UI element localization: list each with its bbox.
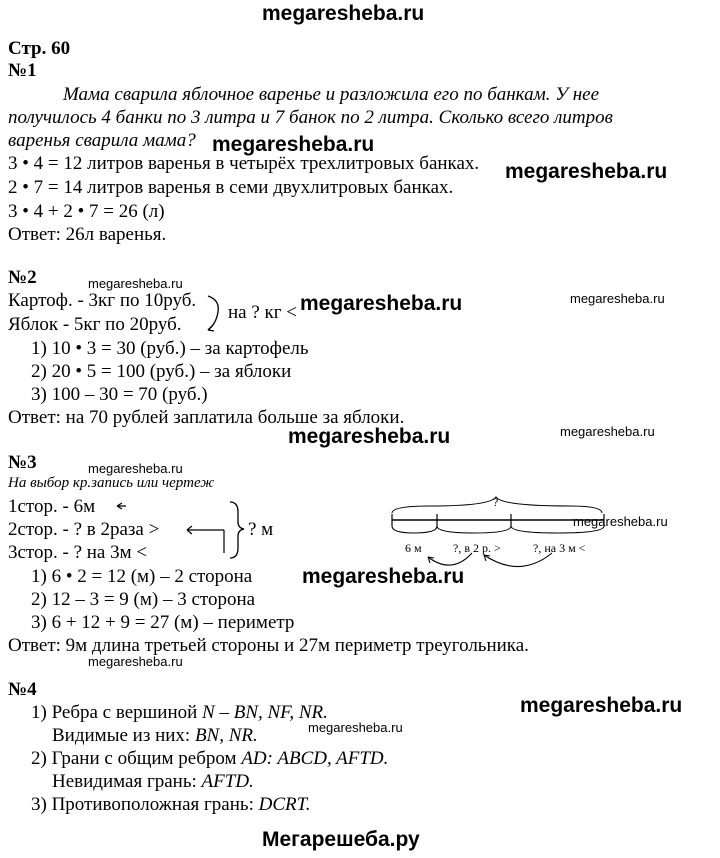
task4-item-value: DCRT. [258,794,311,815]
task1-problem-line: варенья сварила мама? [8,130,196,151]
task1-line: 3 • 4 = 12 литров варенья в четырёх трехлитровых банках. [8,153,480,174]
task1-problem-line: Мама сварила яблочное варенье и разложила его по банкам. У нее [63,84,600,105]
task4-number: №4 [8,679,37,700]
task4-item-label: 3) Противоположная грань: [31,794,259,815]
task3-question: ? м [248,519,274,540]
diagram-segment-label: 6 м [405,541,422,555]
watermark: megaresheba.ru [88,461,183,476]
task2-number: №2 [8,267,37,288]
task2-condition: Картоф. - 3кг по 10руб. [8,290,197,311]
task4-item-label: 1) Ребра с вершиной [31,702,203,723]
task4-item-value: N – BN, NF, NR. [202,702,328,723]
watermark: megaresheba.ru [212,133,375,156]
watermark: megaresheba.ru [505,160,668,183]
task3-condition: 1стор. - 6м [8,496,96,517]
task3-step: 2) 12 – 3 = 9 (м) – 3 сторона [31,589,256,610]
task3-condition: 3стор. - ? на 3м < [8,542,148,563]
task1-line: 3 • 4 + 2 • 7 = 26 (л) [8,201,165,222]
task1-line: 2 • 7 = 14 литров варенья в семи двухлитровых банках. [8,177,454,198]
task4-item-label: 2) Грани с общим ребром [31,748,242,769]
task3-answer: Ответ: 9м длина третьей стороны и 27м периметр треугольника. [8,635,529,656]
task3-note: На выбор кр.запись или чертеж [8,475,215,491]
diagram-segment-label: ?, на 3 м < [533,541,586,555]
task4-item [31,748,388,770]
watermark: megaresheba.ru [302,565,465,588]
diagram-total-label: ? [493,495,499,509]
task1-number: №1 [8,60,37,81]
diagram-segment-label: ?, в 2 р. > [453,541,501,555]
watermark: megaresheba.ru [560,424,655,439]
watermark: megaresheba.ru [88,654,183,669]
task3-number: №3 [8,452,37,473]
task2-question: на ? кг < [228,302,298,323]
task1-problem-line: получилось 4 банки по 3 литра и 7 банок по 2 литра. Сколько всего литров [8,107,613,128]
watermark: megaresheba.ru [520,694,683,717]
task2-step: 2) 20 • 5 = 100 (руб.) – за яблоки [31,361,292,382]
task3-condition: 2стор. - ? в 2раза > [8,519,160,540]
task2-condition: Яблок - 5кг по 20руб. [8,314,182,335]
task2-step: 1) 10 • 3 = 30 (руб.) – за картофель [31,338,309,359]
watermark: megaresheba.ru [288,425,451,448]
footer-watermark: Мегарешеба.ру [262,828,420,851]
watermark: megaresheba.ru [308,720,403,735]
task1-answer: Ответ: 26л варенья. [8,224,167,245]
watermark: megaresheba.ru [573,514,668,529]
task4-item-label: Невидимая грань: [52,771,202,792]
watermark: megaresheba.ru [570,291,665,306]
watermark: megaresheba.ru [300,292,463,315]
header-watermark: megaresheba.ru [262,2,425,25]
task2-step: 3) 100 – 30 = 70 (руб.) [31,384,208,405]
task3-step: 1) 6 • 2 = 12 (м) – 2 сторона [31,566,253,587]
watermark: megaresheba.ru [88,276,183,291]
task4-item [31,702,328,724]
task4-item-value: BN, NR. [194,725,258,746]
task3-arrows-brace [112,498,252,560]
task4-item [31,794,311,816]
task4-item [52,771,254,793]
task2-answer: Ответ: на 70 рублей заплатила больше за яблоки. [8,407,405,428]
task4-item-label: Видимые из них: [52,725,195,746]
task4-item [52,725,258,747]
page-label: Стр. 60 [8,38,71,59]
task4-item-value: AFTD. [201,771,254,792]
task4-item-value: AD: ABCD, AFTD. [241,748,389,769]
task3-step: 3) 6 + 12 + 9 = 27 (м) – периметр [31,612,295,633]
